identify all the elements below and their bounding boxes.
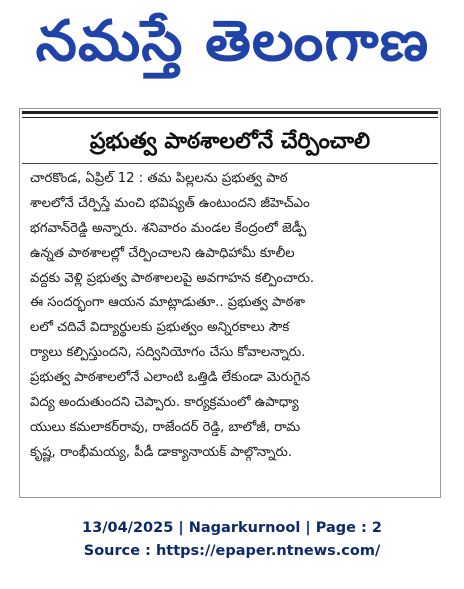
footer-page: Page : 2 [315,520,382,536]
article-clipping [19,108,441,498]
footer-separator: | [178,520,189,536]
article-line: విద్య అందుతుందని చెప్పారు. కార్యక్రమంలో ఉపాధ్యా [30,395,299,411]
footer-source: Source : https://epaper.ntnews.com/ [83,543,381,559]
footer-edition: Nagarkurnool [188,520,301,536]
article-line: ప్రభుత్వ పాఠశాలలోనే ఎలాంటి ఒత్తిడి లేకుండా మెరుగైన [30,370,311,386]
footer-edition-info [0,520,464,536]
article-line: కృష్ణ, రాంభీమయ్య, పీడీ డాక్యానాయక్ పాల్గొన్నారు. [30,444,293,460]
headline-divider [22,163,438,164]
article-line: లలో చదివే విద్యార్థులకు ప్రభుత్వం అన్నిరకాలు సౌక [30,320,290,336]
top-rule-thick [22,111,438,114]
article-body [30,167,432,466]
footer-date: 13/04/2025 [82,520,174,536]
newspaper-masthead [0,4,464,80]
article-line: ఈ సందర్భంగా ఆయన మాట్లాడుతూ.. ప్రభుత్వ పాఠశా [30,295,306,311]
article-line: యులు కమలాకర్‌రావు, రాజేందర్ రెడ్డి, బాలోజీ, రామ [30,419,301,435]
masthead-title: నమస్తే తెలంగాణ [35,9,429,74]
article-line: వద్దకు వెళ్లి ప్రభుత్వ పాఠశాలలపై అవగాహన కల్పించారు. [30,270,315,286]
article-line: శాలలోనే చేర్పిస్తే మంచి భవిష్యత్ ఉంటుందని జీహెచ్ఎం [30,195,310,211]
article-line: ర్యాలు కల్పిస్తుందని, సద్వినియోగం చేసు కోవాలన్నారు. [30,345,306,361]
article-line: చారకొండ, ఏప్రిల్ 12 : తమ పిల్లలను ప్రభుత్వ పాఠ [30,171,288,186]
article-line: భగవాన్‌రెడ్డి అన్నారు. శనివారం మండల కేంద్రంలో జెడ్పీ [30,220,307,236]
top-rule-thin [22,117,438,118]
article-line: ఉన్నత పాఠశాలల్లో చేర్పించాలని ఉపాధిహామీ కూలీల [30,245,295,261]
article-headline: ప్రభుత్వ పాఠశాలలోనే చేర్పించాలి [89,129,371,154]
footer-separator: | [305,520,316,536]
